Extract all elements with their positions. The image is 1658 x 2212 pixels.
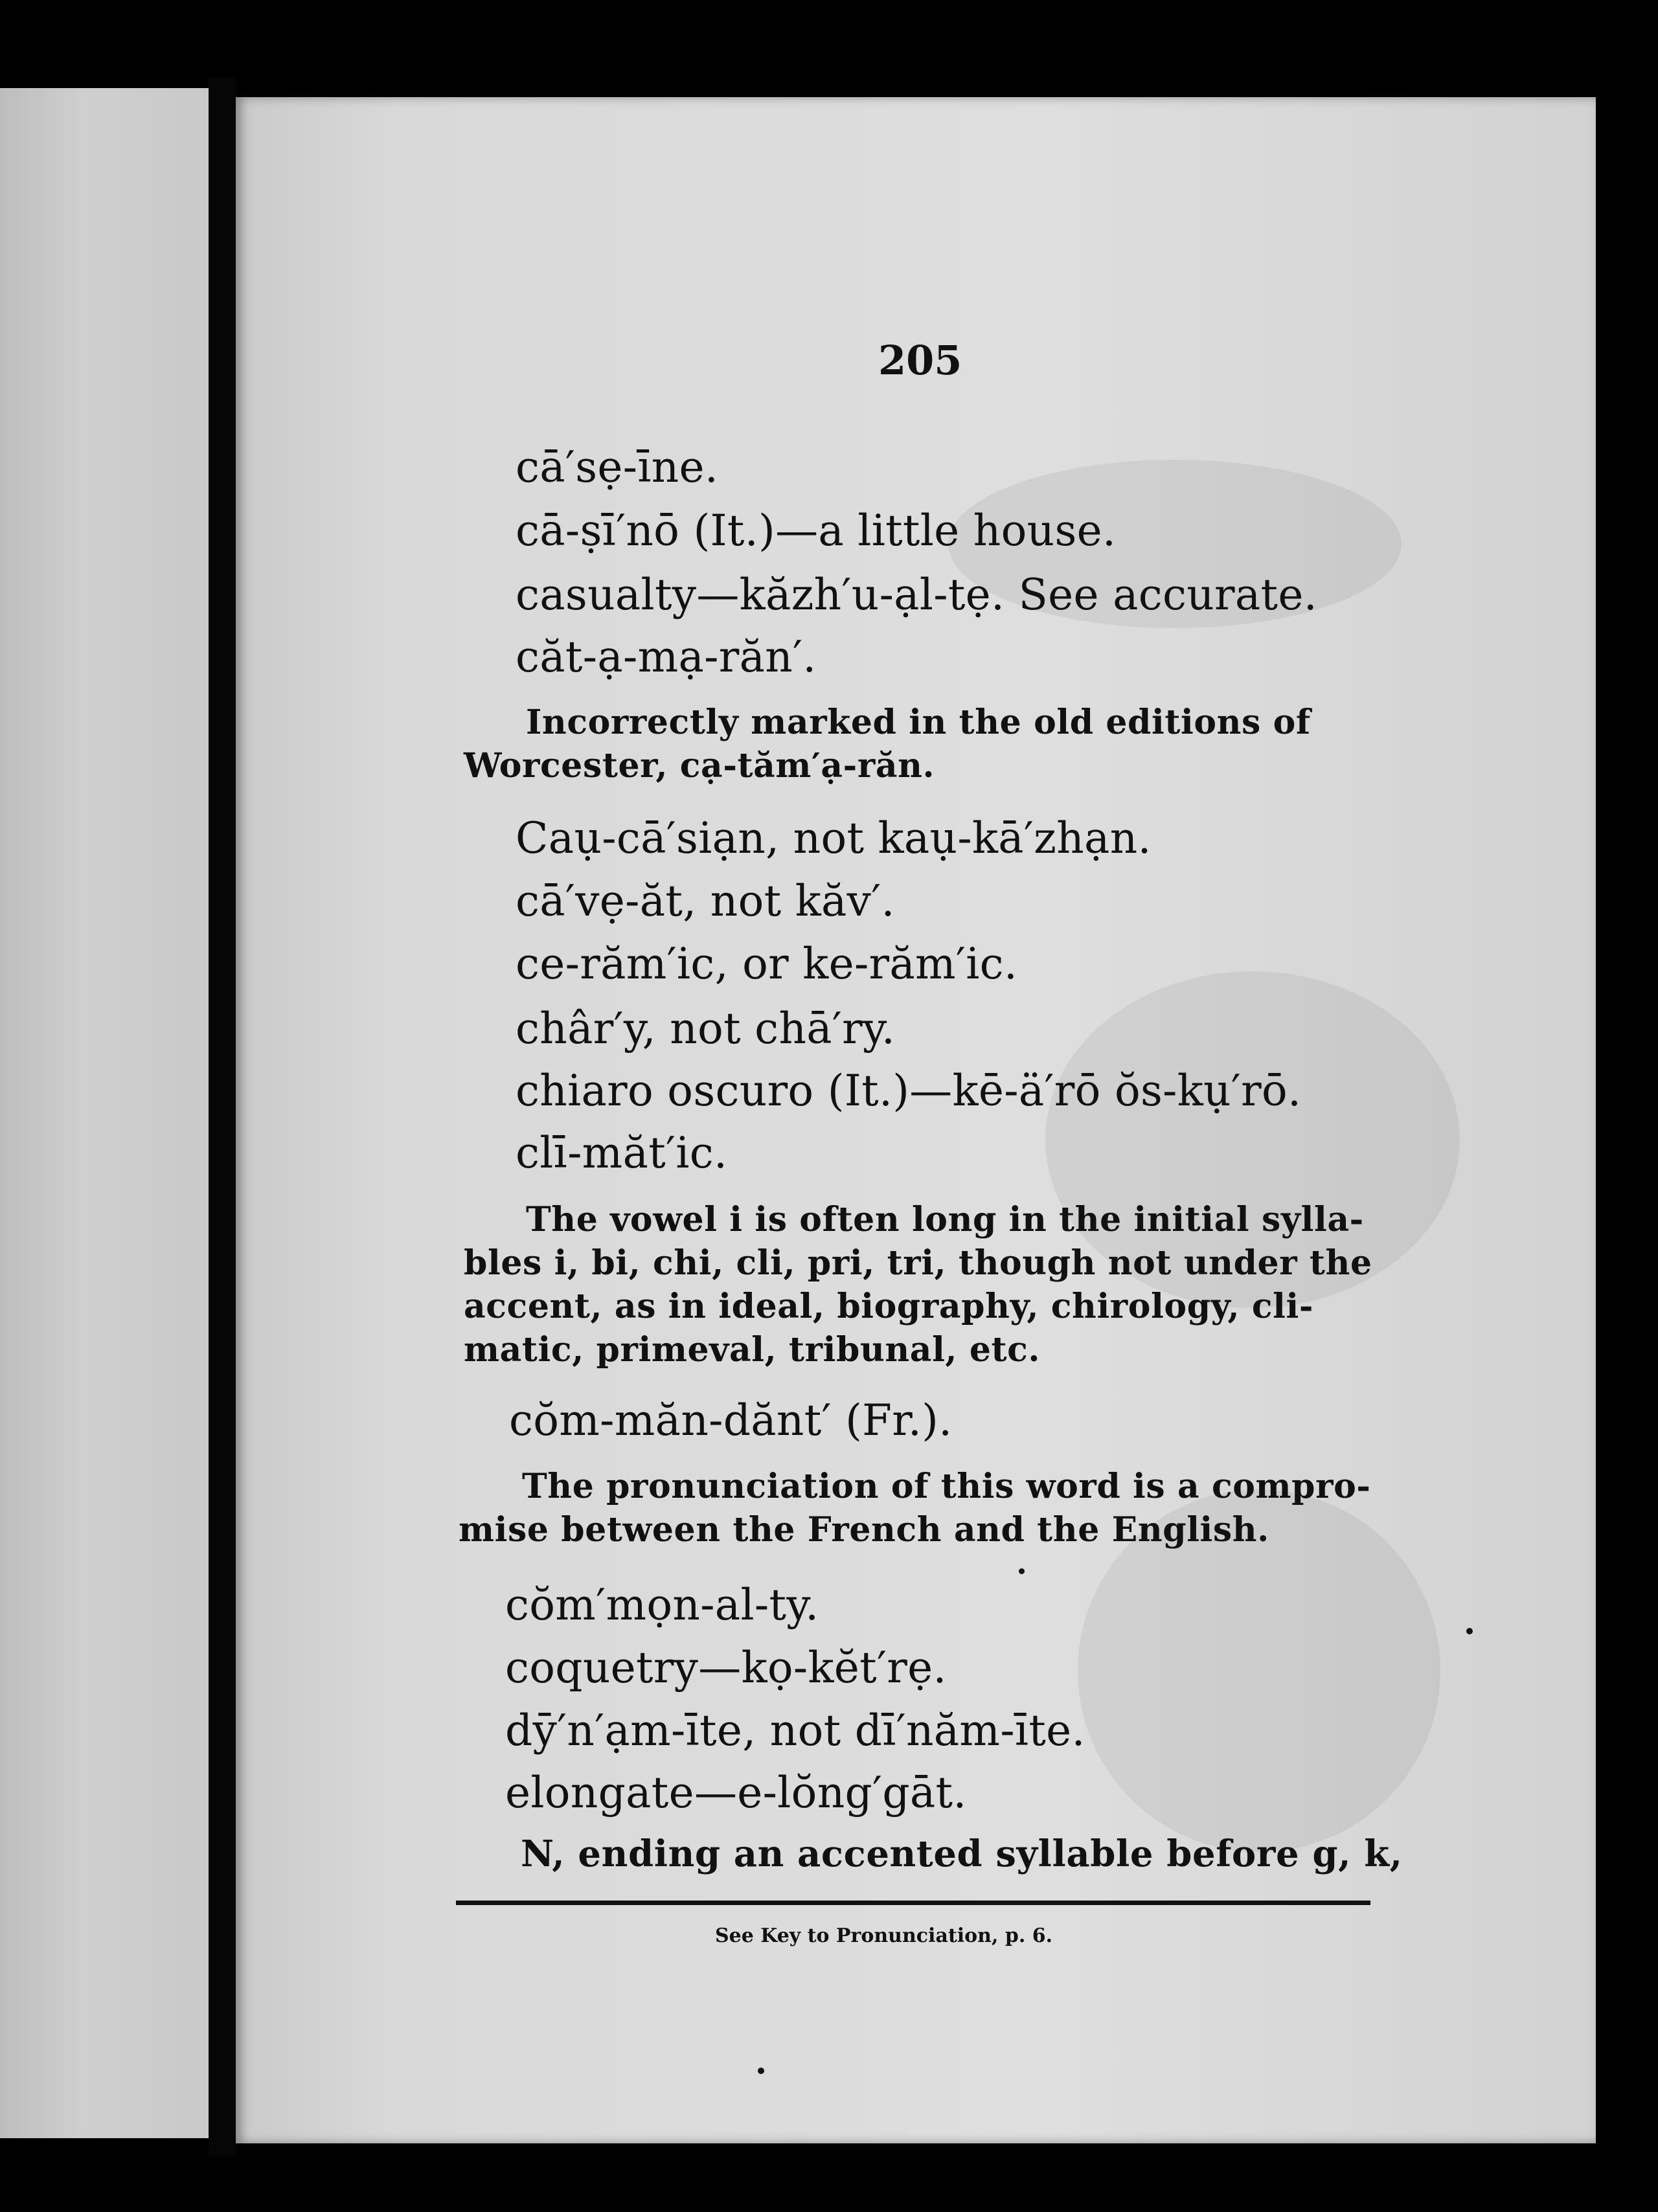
- entry-chary: châr′y, not chā′ry.: [516, 1004, 896, 1054]
- entry-commonalty: cŏm′mọn-al-ty.: [505, 1580, 819, 1630]
- entry-ceramic: ce-răm′ic, or ke-răm′ic.: [516, 939, 1018, 989]
- entry-caucasian: Caụ-cā′siạn, not kaụ-kā′zhạn.: [516, 813, 1152, 863]
- ink-speck: [758, 2068, 764, 2074]
- footer-pronunciation-key: See Key to Pronunciation, p. 6.: [715, 1924, 1053, 1947]
- ink-speck: [1466, 1628, 1473, 1634]
- entry-coquetry: coquetry—kọ-kĕt′rẹ.: [505, 1643, 947, 1693]
- entry-caseine: cā′sẹ-īne.: [516, 442, 719, 492]
- entry-casualty: casualty—kăzh′u-ạl-tẹ. See accurate.: [516, 570, 1318, 620]
- facing-page-edge: [0, 88, 209, 2138]
- entry-climatic: clī-măt′ic.: [516, 1128, 728, 1178]
- entry-elongate: elongate—e-lŏng′gāt.: [505, 1768, 967, 1818]
- note-n-rule: N, ending an accented syllable before g, k,: [521, 1833, 1403, 1875]
- entry-chiaro-oscuro: chiaro oscuro (It.)—kē-ä′rō ŏs-kụ′rō.: [516, 1066, 1302, 1116]
- note-commandant-line-2: mise between the French and the English.: [459, 1510, 1269, 1550]
- footer-rule: [456, 1901, 1370, 1905]
- note-worcester-line-1: Incorrectly marked in the old editions of: [526, 703, 1311, 742]
- entry-casino: cā-ṣī′nō (It.)—a little house.: [516, 506, 1117, 556]
- entry-caveat: cā′vẹ-ăt, not kăv′.: [516, 876, 895, 926]
- note-worcester-line-2: Worcester, cạ-tăm′ạ-răn.: [464, 746, 935, 785]
- entry-commandant: cŏm-măn-dănt′ (Fr.).: [509, 1395, 953, 1445]
- note-vowel-line-3: accent, as in ideal, biography, chirology, cli-: [464, 1287, 1314, 1326]
- entry-catamaran: căt-ạ-mạ-răn′.: [516, 632, 817, 682]
- note-vowel-line-1: The vowel i is often long in the initial sylla-: [526, 1200, 1364, 1239]
- book-gutter: [209, 78, 236, 2156]
- note-commandant-line-1: The pronunciation of this word is a compro-: [522, 1467, 1371, 1506]
- ink-speck: [1019, 1568, 1025, 1574]
- entry-dynamite: dȳ′n′ạm-īte, not dī′năm-īte.: [505, 1706, 1085, 1755]
- page-number: 205: [878, 337, 962, 384]
- note-vowel-line-2: bles i, bi, chi, cli, pri, tri, though not under the: [464, 1243, 1372, 1283]
- note-vowel-line-4: matic, primeval, tribunal, etc.: [464, 1330, 1041, 1370]
